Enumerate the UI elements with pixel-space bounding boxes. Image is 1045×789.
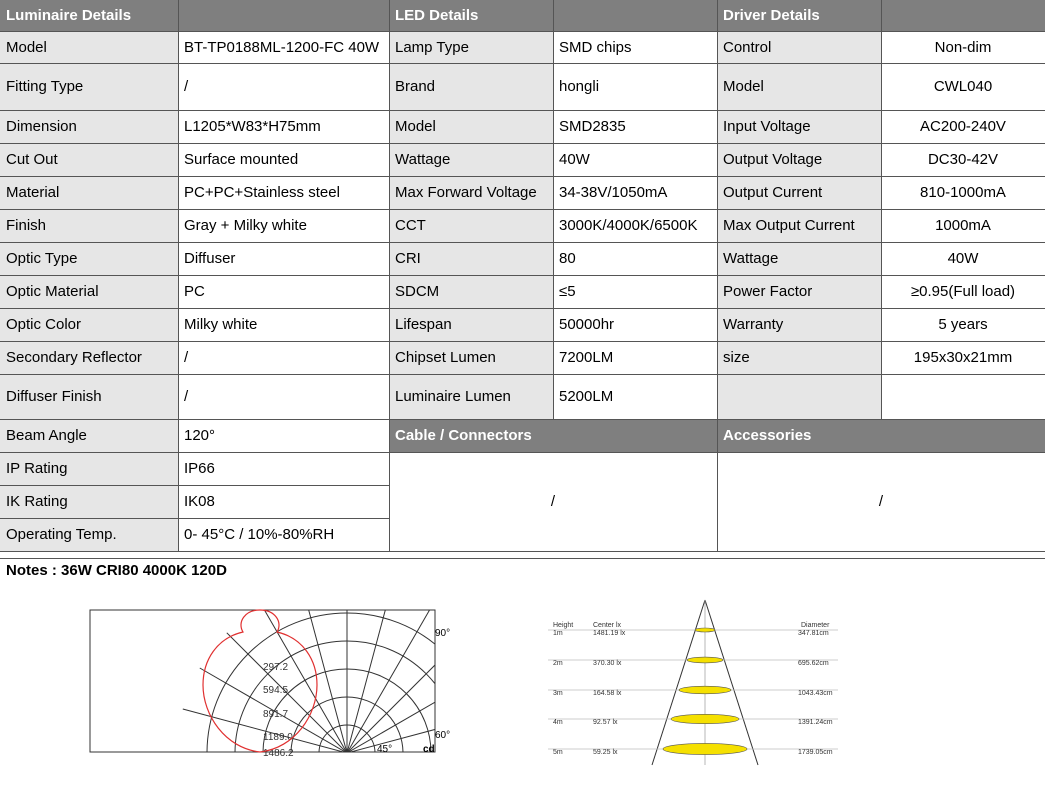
luminaire-label: Diffuser Finish (0, 374, 178, 419)
polar-diagram (85, 600, 555, 785)
led-value: SMD2835 (553, 110, 717, 143)
driver-label: Power Factor (717, 275, 881, 308)
driver-value: 5 years (881, 308, 1045, 341)
cone-h-value: 1m (553, 630, 563, 637)
driver-value: 40W (881, 242, 1045, 275)
polar-spoke (262, 606, 347, 753)
driver-label: Wattage (717, 242, 881, 275)
polar-intensity-curve (203, 610, 317, 752)
cone-edge (705, 600, 758, 765)
cone-h-value: 5m (553, 749, 563, 756)
led-label: SDCM (389, 275, 553, 308)
section-header-driver: Driver Details (717, 0, 1045, 31)
polar-ring-label: 1486.2 (263, 748, 294, 759)
led-label: Lamp Type (389, 31, 553, 63)
cone-lx-value: 1481.19 lx (593, 630, 626, 637)
led-label: Max Forward Voltage (389, 176, 553, 209)
cone-d-value: 695.62cm (798, 660, 829, 667)
luminaire-value: BT-TP0188ML-1200-FC 40W (178, 31, 389, 63)
luminaire-label: Optic Color (0, 308, 178, 341)
luminaire-label: Operating Temp. (0, 518, 178, 551)
luminaire-label: IP Rating (0, 452, 178, 485)
driver-label: Output Voltage (717, 143, 881, 176)
cone-h-value: 4m (553, 719, 563, 726)
cone-beam-ellipse (687, 657, 723, 663)
cone-d-value: 1043.43cm (798, 690, 833, 697)
section-header-accessories: Accessories (717, 419, 1045, 452)
driver-label: Max Output Current (717, 209, 881, 242)
driver-label: Control (717, 31, 881, 63)
luminaire-label: Dimension (0, 110, 178, 143)
luminaire-label: Material (0, 176, 178, 209)
luminaire-label: Secondary Reflector (0, 341, 178, 374)
led-value: 40W (553, 143, 717, 176)
luminaire-label: Fitting Type (0, 63, 178, 110)
luminaire-value: Surface mounted (178, 143, 389, 176)
driver-value: 195x30x21mm (881, 341, 1045, 374)
luminaire-value: Diffuser (178, 242, 389, 275)
led-value: SMD chips (553, 31, 717, 63)
luminaire-value: PC (178, 275, 389, 308)
luminaire-value: / (178, 374, 389, 419)
luminaire-label: Finish (0, 209, 178, 242)
led-value: 7200LM (553, 341, 717, 374)
luminaire-label: IK Rating (0, 485, 178, 518)
polar-ring-label: 297.2 (263, 662, 289, 673)
cone-beam-ellipse (671, 714, 739, 723)
luminaire-value: 120° (178, 419, 389, 452)
polar-angle-label: 45° (377, 744, 393, 755)
cone-header: Height (553, 622, 574, 629)
led-label: Model (389, 110, 553, 143)
led-value: 34-38V/1050mA (553, 176, 717, 209)
driver-value: 1000mA (881, 209, 1045, 242)
polar-ring-label: 891.7 (263, 709, 289, 720)
led-value: 3000K/4000K/6500K (553, 209, 717, 242)
driver-label: Model (717, 63, 881, 110)
driver-label: Output Current (717, 176, 881, 209)
luminaire-value: / (178, 63, 389, 110)
polar-spoke (347, 606, 432, 753)
driver-value: AC200-240V (881, 110, 1045, 143)
luminaire-value: Milky white (178, 308, 389, 341)
luminaire-label: Model (0, 31, 178, 63)
cone-beam-ellipse (695, 628, 715, 632)
luminaire-label: Beam Angle (0, 419, 178, 452)
led-label: Luminaire Lumen (389, 374, 553, 419)
driver-value: DC30-42V (881, 143, 1045, 176)
polar-spoke (347, 668, 494, 753)
polar-unit: cd (423, 744, 435, 755)
accessories-value: / (717, 452, 1045, 551)
luminaire-label: Optic Material (0, 275, 178, 308)
cone-beam-ellipse (663, 743, 747, 754)
luminaire-label: Cut Out (0, 143, 178, 176)
cone-lx-value: 92.57 lx (593, 719, 618, 726)
luminaire-value: IP66 (178, 452, 389, 485)
polar-angle-label: 60° (435, 730, 451, 741)
cone-header: Diameter (801, 622, 830, 629)
cone-edge (652, 600, 705, 765)
section-header-luminaire: Luminaire Details (0, 0, 178, 31)
luminaire-value: IK08 (178, 485, 389, 518)
beam-cone-diagram (548, 597, 848, 777)
driver-value: ≥0.95(Full load) (881, 275, 1045, 308)
led-label: Lifespan (389, 308, 553, 341)
cone-lx-value: 370.30 lx (593, 660, 622, 667)
cone-d-value: 347.81cm (798, 630, 829, 637)
cone-d-value: 1391.24cm (798, 719, 833, 726)
cone-header: Center lx (593, 622, 622, 629)
led-value: ≤5 (553, 275, 717, 308)
luminaire-value: / (178, 341, 389, 374)
luminaire-value: L1205*W83*H75mm (178, 110, 389, 143)
cone-d-value: 1739.05cm (798, 749, 833, 756)
led-label: Brand (389, 63, 553, 110)
cable-value: / (389, 452, 717, 551)
driver-value: 810-1000mA (881, 176, 1045, 209)
cone-beam-ellipse (679, 686, 731, 694)
notes-text: Notes : 36W CRI80 4000K 120D (6, 562, 227, 579)
led-value: 50000hr (553, 308, 717, 341)
led-value: 80 (553, 242, 717, 275)
driver-value: Non-dim (881, 31, 1045, 63)
cone-lx-value: 164.58 lx (593, 690, 622, 697)
polar-spoke (347, 600, 391, 753)
led-value: hongli (553, 63, 717, 110)
led-value: 5200LM (553, 374, 717, 419)
cone-lx-value: 59.25 lx (593, 749, 618, 756)
luminaire-value: PC+PC+Stainless steel (178, 176, 389, 209)
led-label: Chipset Lumen (389, 341, 553, 374)
led-label: CRI (389, 242, 553, 275)
section-header-led: LED Details (389, 0, 717, 31)
led-label: Wattage (389, 143, 553, 176)
polar-angle-label: 90° (435, 628, 451, 639)
polar-ring-label: 594.5 (263, 685, 289, 696)
cone-h-value: 3m (553, 690, 563, 697)
led-label: CCT (389, 209, 553, 242)
driver-label: size (717, 341, 881, 374)
driver-label: Warranty (717, 308, 881, 341)
driver-value: CWL040 (881, 63, 1045, 110)
luminaire-label: Optic Type (0, 242, 178, 275)
polar-spoke (303, 600, 347, 753)
section-header-cable: Cable / Connectors (389, 419, 717, 452)
cone-h-value: 2m (553, 660, 563, 667)
luminaire-value: 0- 45°C / 10%-80%RH (178, 518, 389, 551)
driver-label: Input Voltage (717, 110, 881, 143)
polar-ring-label: 1189.0 (263, 732, 293, 743)
luminaire-value: Gray + Milky white (178, 209, 389, 242)
